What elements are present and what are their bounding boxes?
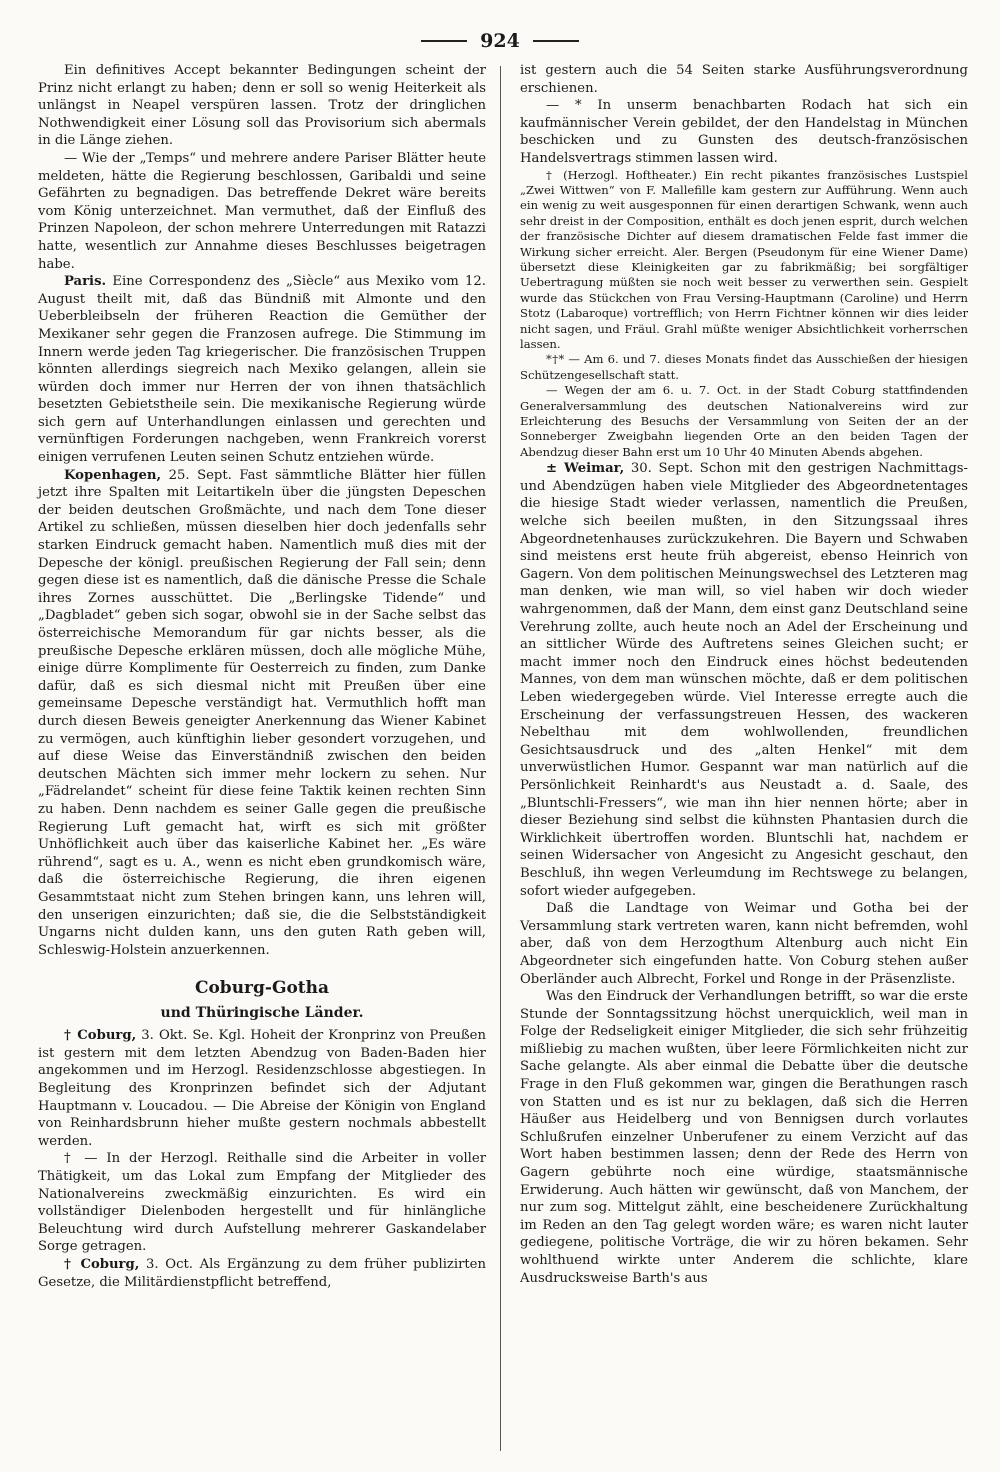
paragraph-text: Was den Eindruck der Verhandlungen betrifft, so war die erste Stunde der Sonntagssitzung höchst unerquicklich, weil man in Folge der Redseligkeit einiger Mitglieder, die sich sehr frühzeitig mißliebig zu machen wußten, über leere Förmlichkeiten nicht zur Sache gelangte. Als aber einmal die Debatte über die deutsche Frage in den Fluß gekommen war, gingen die Berathungen rasch von Statten und es ist nur zu beklagen, daß sich die Herren Häußer aus Heidelberg und von Bennigsen durch vorlautes Schlußrufen einzelner Unberufener zu einem Verzicht auf das Wort haben bestimmen lassen; denn der Rede des Herrn von Gagern gebührte noch eine würdige, staatsmännische Erwiderung. Auch hätten wir gewünscht, daß von Manchem, der nur zum sog. Mittelgut zählt, eine bescheidenere Zurückhaltung im Reden an den Tag gelegt worden wäre; es waren nicht lauter gediegene, politische Vorträge, die wir zu hören bekamen. Sehr wohlthuend wirkte unter Anderem die schlichte, klare Ausdrucksweise Barth's aus <box>520 989 968 1286</box>
paragraph-text: † (Herzogl. Hoftheater.) Ein recht pikantes französisches Lustspiel „Zwei Wittwen“ von F. Mallefille kam gestern zur Aufführung. Wenn auch ein wenig zu weit ausgesponnen für einen derartigen Schwank, wenn auch sehr dreist in der Composition, enthält es doch jenen esprit, durch welchen der französische Dichter auf diesem dramatischen Felde fast immer die Wirkung sicher erreicht. Aler. Bergen (Pseudonym für eine Wiener Dame) übersetzt diese Kleinigkeiten gar zu fabrikmäßig; bei sorgfältiger Uebertragung müßten sie noch weit besser zu verwerthen sein. Gespielt wurde das Stückchen von Frau Versing-Hauptmann (Caroline) und Herrn Stotz (Labaroque) vortrefflich; von Herrn Fichtner können wir dies leider nicht sagen, und Fräul. Grahl müßte weniger Absichtlichkeit vorherrschen lassen. <box>520 167 968 352</box>
article-paragraph <box>38 150 486 273</box>
section-heading <box>38 977 486 1023</box>
header-rule-left <box>421 40 467 42</box>
article-paragraph <box>38 467 486 960</box>
paragraph-text: 3. Oct. Als Ergänzung zu dem früher publizirten Gesetze, die Militärdienstpflicht betreffend, <box>38 1257 486 1290</box>
paragraph-text: Ein definitives Accept bekannter Bedingungen scheint der Prinz nicht erlangt zu haben; denn er soll so wenig Heiterkeit als unlängst in Neapel verspüren lassen. Trotz der dringlichen Nothwendigkeit einer Lösung soll das Provisorium sich abermals in die Länge ziehen. <box>38 63 486 149</box>
paragraph-text: † — In der Herzogl. Reithalle sind die Arbeiter in voller Thätigkeit, um das Lokal zum Empfang der Mitglieder des Nationalvereins zweckmäßig einzurichten. Es wird ein vollständiger Dielenboden hergestellt und für hinlängliche Beleuchtung wird durch Aufstellung mehrerer Gaskandelaber Sorge getragen. <box>38 1151 486 1255</box>
section-heading-subtitle: und Thüringische Länder. <box>160 1005 364 1022</box>
dateline: † Coburg, <box>64 1257 140 1272</box>
paragraph-text: — Wegen der am 6. u. 7. Oct. in der Stadt Coburg stattfindenden Generalversammlung des deutschen Nationalvereins wird zur Erleichterung des Besuchs der Versammlung von Seiten der an der Sonneberger Zweigbahn liegenden Orte an den beiden Tagen der Abendzug dieser Bahn erst um 10 Uhr 40 Minuten Abends abgehen. <box>520 383 968 459</box>
paragraph-text: Eine Correspondenz des „Siècle“ aus Mexiko vom 12. August theilt mit, daß das Bündniß mit Almonte und den Ueberbleibseln der früheren Reaction die Gemüther der Mexikaner sehr gegen die Franzosen aufrege. Die Stimmung im Innern werde jeden Tag kriegerischer. Die französischen Truppen könnten allerdings siegreich nach Mexiko gelangen, allein sie würden doch immer nur Herren der von ihnen thatsächlich besetzten Gebietstheile sein. Die mexikanische Regierung würde sich gern auf Unterhandlungen einlassen und gerechten und vernünftigen Forderungen nachgeben, wenn Frankreich vorerst einigen verrufenen Leuten seinen Schutz entziehen würde. <box>38 274 486 466</box>
column-divider <box>500 66 501 1451</box>
dateline: † Coburg, <box>64 1028 137 1044</box>
dateline: Paris. <box>64 274 107 290</box>
page-header <box>0 30 1000 60</box>
article-paragraph <box>38 62 486 150</box>
paragraph-text: — Wie der „Temps“ und mehrere andere Pariser Blätter heute meldeten, hätte die Regierung beschlossen, Garibaldi und seine Gefährten zu begnadigen. Das betreffende Dekret wäre bereits vom König unterzeichnet. Man vermuthet, daß der Einfluß des Prinzen Napoleon, der schon mehrere Unterredungen mit Ratazzi hatte, wesentlich zur Annahme dieses Beschlusses beigetragen habe. <box>38 150 486 272</box>
article-paragraph <box>520 900 968 988</box>
paragraph-text: 30. Sept. Schon mit den gestrigen Nachmittags- und Abendzügen haben viele Mitglieder des Abgeordnetentages die hiesige Stadt wieder verlassen, namentlich die Preußen, welche sich beeilen mußten, in den Sitzungssaal ihres Abgeordnetenhauses zurückzukehren. Die Bayern und Schwaben sind meistens erst heute früh abgereist, ebenso Heinrich von Gagern. Von dem politischen Meinungswechsel des Letzteren mag man denken, wie man will, so viel haben wir doch wieder wahrgenommen, daß der Mann, dem einst ganz Deutschland seine Verehrung zollte, auch heute noch an Adel der Erscheinung und an sittlicher Würde des Auftretens seines Gleichen sucht; er macht immer noch den Eindruck eines höchst bedeutenden Mannes, von dem man wünschen möchte, daß er dem politischen Leben wiedergegeben würde. Viel Interesse erregte auch die Erscheinung der verfassungstreuen Hessen, des wackeren Nebelthau mit dem wohlwollenden, freundlichen Gesichtsausdruck und des „alten Henkel“ mit dem unverwüstlichen Humor. Gespannt war man natürlich auf die Persönlichkeit Reinhardt's aus Neustadt a. d. Saale, des „Bluntschli-Fressers“, wie man ihn hier nennen hörte; aber in dieser Beziehung sind selbst die kühnsten Phantasien durch die Wirklichkeit übertroffen worden. Bluntschli hat, nachdem er seinen Widersacher von Angesicht zu Angesicht geschaut, den Beschluß, ihn wegen Verleumdung im Rechtswege zu belangen, sofort wieder aufgegeben. <box>520 461 968 899</box>
article-paragraph <box>520 352 968 383</box>
page-number: 924 <box>480 30 520 52</box>
article-paragraph <box>520 62 968 97</box>
paragraph-text: 25. Sept. Fast sämmtliche Blätter hier füllen jetzt ihre Spalten mit Leitartikeln über die jüngsten Depeschen der beiden deutschen Großmächte, und nach dem Tone dieser Artikel zu schließen, müssen dieselben hier doch jedenfalls sehr starken Eindruck gemacht haben. Namentlich muß dies mit der Depesche der königl. preußischen Regierung der Fall sein; denn gegen diese ist es namentlich, daß die dänische Presse die Schale ihres Zornes ausschüttet. Die „Berlingske Tidende“ und „Dagbladet“ geben sich sogar, obwohl sie in der Sache selbst das österreichische Memorandum für gar nichts besser, als die preußische Depesche erklären müssen, doch alle mögliche Mühe, einige dürre Komplimente für Oesterreich zu finden, zum Danke dafür, daß es sich diesmal nicht mit Preußen über eine gemeinsame Depesche verständigt hat. Vermuthlich hofft man durch diesen Beweis geneigter Anerkennung das Wiener Kabinet zu vermögen, auch künftighin lieber gesondert vorzugehen, und auf diese Weise das Einverständniß zwischen den beiden deutschen Mächten sich immer mehr lockern zu sehen. Nur „Fädrelandet“ scheint für diese feine Taktik keinen rechten Sinn zu haben. Denn nachdem es seiner Galle gegen die preußische Regierung Luft gemacht hat, wirft es sich mit größter Unhöflichkeit auch über das kaiserliche Kabinet her. „Es wäre rührend“, sagt es u. A., wenn es nicht eben grundkomisch wäre, daß die österreichische Regierung, die ihren eigenen Gesammtstaat nicht zum Stehen bringen kann, uns lehren will, den unserigen einzurichten; daß sie, die die Selbstständigkeit Ungarns nicht dulden kann, uns den guten Rath geben will, Schleswig-Holstein anzuerkennen. <box>38 467 486 958</box>
paragraph-text: — * In unserm benachbarten Rodach hat sich ein kaufmännischer Verein gebildet, der den Handelstag in München beschicken und zu Gunsten des deutsch-französischen Handelsvertrags stimmen lassen wird. <box>520 98 968 166</box>
article-paragraph <box>520 988 968 1287</box>
left-column <box>38 62 486 1291</box>
section-heading-title: Coburg-Gotha <box>194 978 330 999</box>
article-paragraph <box>520 460 968 900</box>
article-paragraph <box>520 168 968 353</box>
right-column <box>520 62 968 1287</box>
paragraph-text: Daß die Landtage von Weimar und Gotha bei der Versammlung stark vertreten waren, kann nicht befremden, wohl aber, daß von dem Herzogthum Altenburg auch nicht Ein Abgeordneter sich eingefunden hatte. Von Coburg stehen außer Oberländer auch Albrecht, Forkel und Ronge in der Präsenzliste. <box>520 901 968 987</box>
dateline: ± Weimar, <box>546 461 625 477</box>
dateline: Kopenhagen, <box>64 467 162 483</box>
paragraph-text: 3. Okt. Se. Kgl. Hoheit der Kronprinz von Preußen ist gestern mit dem letzten Abendzug von Baden-Baden hier angekommen und im Herzogl. Residenzschlosse abgestiegen. In Begleitung des Kronprinzen befindet sich der Adjutant Hauptmann v. Loucadou. — Die Abreise der Königin von England von Reinhardsbrunn hieher mußte gestern nochmals abbestellt werden. <box>38 1028 486 1149</box>
paragraph-text: ist gestern auch die 54 Seiten starke Ausführungsverordnung erschienen. <box>520 63 968 96</box>
article-paragraph <box>520 383 968 460</box>
article-paragraph <box>38 1256 486 1291</box>
article-paragraph <box>38 1150 486 1256</box>
article-paragraph <box>520 97 968 167</box>
paragraph-text: *†* — Am 6. und 7. dieses Monats findet das Ausschießen der hiesigen Schützengesellschaft statt. <box>520 352 968 382</box>
article-paragraph <box>38 273 486 467</box>
header-rule-right <box>533 40 579 42</box>
article-paragraph <box>38 1027 486 1150</box>
